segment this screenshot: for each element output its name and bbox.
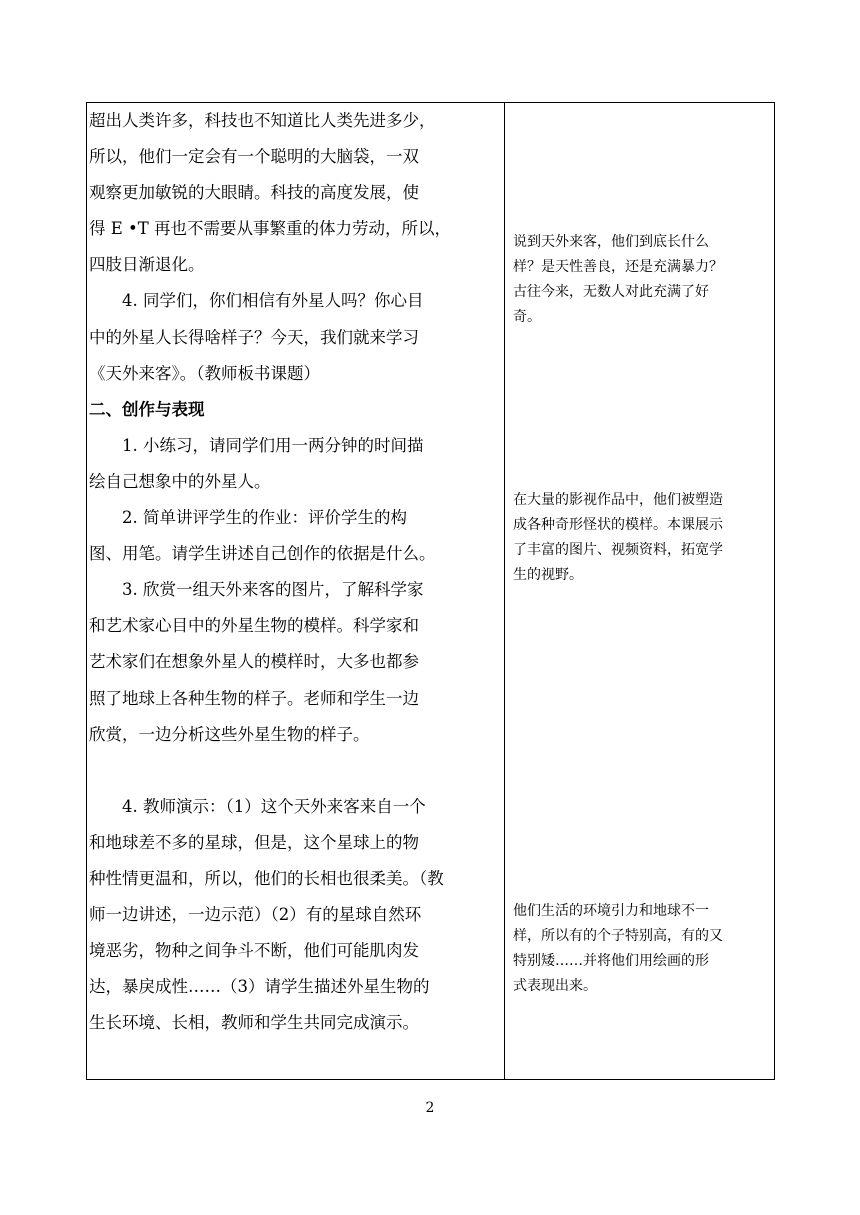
note-line: 样？是天性善良，还是充满暴力？ bbox=[513, 259, 723, 275]
note-line: 式表现出来。 bbox=[513, 978, 597, 994]
text-line: 得 E •T 再也不需要从事繁重的体力劳动，所以， bbox=[89, 219, 452, 239]
text-line: 超出人类许多，科技也不知道比人类先进多少， bbox=[89, 111, 436, 130]
note-line: 样，所以有的个子特别高，有的又 bbox=[513, 928, 723, 944]
text-line: 种性情更温和，所以，他们的长相也很柔美。（教 bbox=[89, 868, 444, 888]
section-heading: 二、创作与表现 bbox=[89, 399, 205, 419]
text-line bbox=[89, 753, 500, 789]
column-divider bbox=[504, 103, 505, 1079]
lesson-plan-table bbox=[86, 102, 775, 1080]
design-note-2 bbox=[513, 488, 775, 588]
page-number: 2 bbox=[425, 1100, 435, 1116]
teaching-process-column bbox=[89, 103, 500, 1041]
text-line: 4. 同学们，你们相信有外星人吗？你心目 bbox=[122, 291, 424, 311]
text-line: 《天外来客》。（教师板书课题） bbox=[89, 363, 320, 383]
note-line: 说到天外来客，他们到底长什么 bbox=[513, 234, 709, 250]
text-line: 和艺术家心目中的外星生物的模样。科学家和 bbox=[89, 616, 419, 636]
text-line: 中的外星人长得啥样子？今天，我们就来学习 bbox=[89, 327, 419, 347]
note-line: 他们生活的环境引力和地球不一 bbox=[513, 903, 709, 919]
text-line: 绘自己想象中的外星人。 bbox=[89, 471, 271, 491]
text-line: 生长环境、长相，教师和学生共同完成演示。 bbox=[89, 1013, 419, 1033]
design-note-1 bbox=[513, 230, 775, 330]
text-line: 1. 小练习，请同学们用一两分钟的时间描 bbox=[122, 435, 424, 455]
text-line: 照了地球上各种生物的样子。老师和学生一边 bbox=[89, 688, 419, 708]
note-line: 古往今来，无数人对此充满了好 bbox=[513, 284, 709, 300]
text-line: 所以，他们一定会有一个聪明的大脑袋，一双 bbox=[89, 147, 419, 167]
text-line: 4. 教师演示：（1）这个天外来客来自一个 bbox=[122, 796, 426, 816]
text-line: 境恶劣，物种之间争斗不断，他们可能肌肉发 bbox=[89, 941, 419, 961]
note-line: 特别矮……并将他们用绘画的形 bbox=[513, 953, 709, 969]
text-line: 艺术家们在想象外星人的模样时，大多也都参 bbox=[89, 652, 419, 672]
note-line: 奇。 bbox=[513, 309, 541, 325]
text-line: 达，暴戾成性……（3）请学生描述外星生物的 bbox=[89, 977, 430, 997]
text-line: 观察更加敏锐的大眼睛。科技的高度发展，使 bbox=[89, 183, 419, 203]
text-line: 欣赏，一边分析这些外星生物的样子。 bbox=[89, 724, 370, 744]
note-line: 生的视野。 bbox=[513, 567, 583, 583]
text-line: 图、用笔。请学生讲述自己创作的依据是什么。 bbox=[89, 544, 436, 564]
text-line: 四肢日渐退化。 bbox=[89, 255, 205, 275]
text-line: 和地球差不多的星球，但是，这个星球上的物 bbox=[89, 832, 419, 852]
design-note-3 bbox=[513, 899, 775, 999]
text-line: 3. 欣赏一组天外来客的图片，了解科学家 bbox=[122, 580, 424, 600]
note-line: 在大量的影视作品中，他们被塑造 bbox=[513, 492, 723, 508]
text-line: 2. 简单讲评学生的作业：评价学生的构 bbox=[122, 508, 407, 528]
note-line: 了丰富的图片、视频资料，拓宽学 bbox=[513, 542, 723, 558]
text-line: 师一边讲述，一边示范）（2）有的星球自然环 bbox=[89, 905, 422, 925]
note-line: 成各种奇形怪状的模样。本课展示 bbox=[513, 517, 723, 533]
